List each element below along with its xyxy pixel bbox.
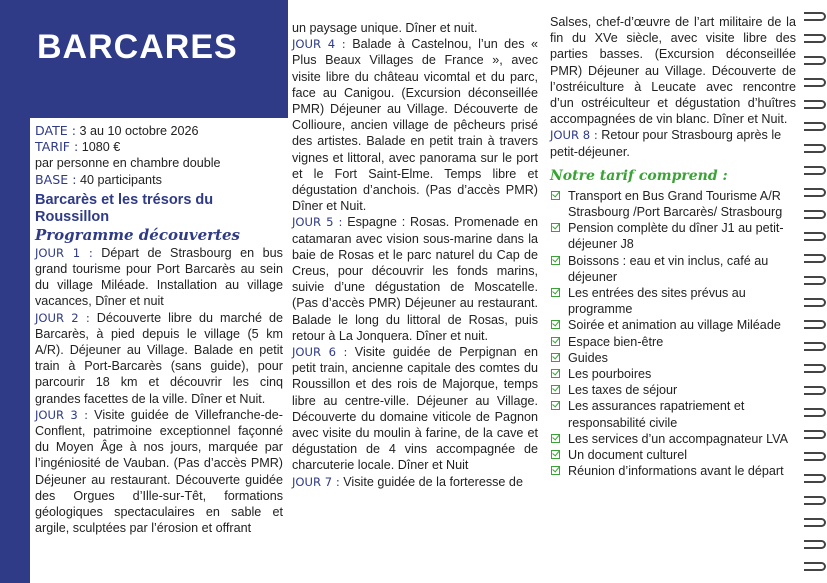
- checkbox-icon: [551, 191, 560, 200]
- day-4-label: JOUR 4 :: [292, 37, 346, 52]
- included-item-text: Les assurances rapatriement et responsabilité civile: [568, 399, 745, 430]
- spiral-ring-icon: [804, 34, 826, 43]
- spiral-ring-icon: [804, 166, 826, 175]
- checkbox-icon: [551, 450, 560, 459]
- included-item: [550, 382, 796, 398]
- included-item: [550, 398, 796, 430]
- column-middle: [288, 20, 542, 583]
- day-3: [35, 407, 283, 537]
- spiral-ring-icon: [804, 298, 826, 307]
- page-title: BARCARES: [37, 28, 238, 66]
- day-2: [35, 310, 283, 407]
- included-item-text: Réunion d’informations avant le départ: [568, 464, 784, 479]
- checkbox-icon: [551, 434, 560, 443]
- tarif-value: 1080 €: [81, 140, 121, 155]
- checkbox-icon: [551, 385, 560, 394]
- included-item-text: Soirée et animation au village Miléade: [568, 318, 781, 333]
- spiral-ring-icon: [804, 364, 826, 373]
- spiral-ring-icon: [804, 474, 826, 483]
- base-line: [35, 172, 283, 188]
- included-item: [550, 285, 796, 317]
- date-label: DATE :: [35, 123, 77, 138]
- spiral-ring-icon: [804, 276, 826, 285]
- tarif-note: par personne en chambre double: [35, 156, 221, 171]
- checkbox-icon: [551, 337, 560, 346]
- included-list: [550, 188, 796, 480]
- included-item-text: Boissons : eau et vin inclus, café au déjeuner: [568, 253, 769, 284]
- included-item-text: Les taxes de séjour: [568, 383, 678, 398]
- day-6-label: JOUR 6 :: [292, 345, 348, 360]
- spiral-ring-icon: [804, 496, 826, 505]
- day-5-label: JOUR 5 :: [292, 215, 343, 230]
- day-7: [292, 474, 538, 490]
- included-item-text: Transport en Bus Grand Tourisme A/R Strasbourg /Port Barcarès/ Strasbourg: [568, 188, 783, 220]
- spiral-ring-icon: [804, 232, 826, 241]
- spiral-ring-icon: [804, 56, 826, 65]
- date-value: 3 au 10 octobre 2026: [79, 124, 199, 138]
- spiral-ring-icon: [804, 78, 826, 87]
- day-6: [292, 344, 538, 474]
- program-heading: Programme découvertes: [35, 225, 240, 244]
- spiral-ring-icon: [804, 144, 826, 153]
- included-item: [550, 350, 796, 366]
- checkbox-icon: [551, 223, 560, 232]
- spiral-ring-icon: [804, 12, 826, 21]
- included-item-text: Les pourboires: [568, 367, 652, 382]
- day-3-label: JOUR 3 :: [35, 407, 89, 422]
- spiral-ring-icon: [804, 562, 826, 571]
- included-item: [550, 463, 796, 479]
- day-7-label: JOUR 7 :: [292, 474, 340, 489]
- column-right: [542, 14, 804, 583]
- day-8: [550, 127, 796, 159]
- column-left: [30, 118, 288, 583]
- day-2-label: JOUR 2 :: [35, 310, 90, 325]
- spiral-ring-icon: [804, 100, 826, 109]
- day-4: [292, 36, 538, 214]
- day-7-continued: Salses, chef-d’œuvre de l’art militaire de la fin du XVe siècle, avec visite libre des parties basses. (Excursion déconseillée PMR) Déjeuner au Village. Découverte de l’ostréiculture à Leucate avec rencontre d’un ostréiculteur et dégustation d’huîtres accompagnées de vin blanc. Dîner et Nuit.: [550, 15, 796, 127]
- spiral-ring-icon: [804, 342, 826, 351]
- day-8-text: Retour pour Strasbourg après le petit-déjeuner.: [550, 128, 782, 159]
- spiral-ring-icon: [804, 320, 826, 329]
- spiral-ring-icon: [804, 210, 826, 219]
- spiral-ring-icon: [804, 540, 826, 549]
- included-item-text: Espace bien-être: [568, 334, 664, 349]
- included-item-text: Un document culturel: [568, 448, 688, 463]
- spiral-ring-icon: [804, 188, 826, 197]
- checkbox-icon: [551, 288, 560, 297]
- spiral-ring-icon: [804, 518, 826, 527]
- checkbox-icon: [551, 401, 560, 410]
- included-item-text: Les services d’un accompagnateur LVA: [568, 431, 789, 446]
- checkbox-icon: [551, 320, 560, 329]
- day-1-label: JOUR 1 :: [35, 245, 93, 260]
- day-1: [35, 245, 283, 310]
- spiral-ring-icon: [804, 452, 826, 461]
- tarif-label: TARIF :: [35, 139, 79, 155]
- date-line: [35, 123, 283, 139]
- spiral-ring-icon: [804, 122, 826, 131]
- checkbox-icon: [551, 466, 560, 475]
- included-item: [550, 317, 796, 333]
- day-6-text: Visite guidée de Perpignan en petit train, ancienne capitale des comtes du Roussillon et des rois de Majorque, temps libre au centre-ville. Déjeuner au Village. Découverte du domaine viticole de Pagnon avec visite du moulin à farine, de la cave et dégustation de 4 vins accompagnée de charcuterie locale. Dîner et Nuit: [292, 345, 538, 473]
- day-5: [292, 214, 538, 344]
- spiral-ring-icon: [804, 254, 826, 263]
- tarif-line: [35, 139, 283, 155]
- included-item: [550, 253, 796, 285]
- spiral-ring-icon: [804, 408, 826, 417]
- included-item-text: Pension complète du dîner J1 au petit-déjeuner J8: [568, 221, 784, 252]
- included-item-text: Guides: [568, 350, 608, 365]
- spiral-ring-icon: [804, 430, 826, 439]
- spiral-ring-icon: [804, 386, 826, 395]
- day-3-continued: un paysage unique. Dîner et nuit.: [292, 21, 478, 35]
- included-item: [550, 220, 796, 252]
- day-4-text: Balade à Castelnou, l’un des « Plus Beaux Villages de France », avec visite libre du château vicomtal et du parc, face au Canigou. (Excursion déconseillée PMR) Déjeuner au Village. Découverte de Collioure, ancien village de pêcheurs prisé des artistes. Balade en petit train à travers vignes et littoral, avec panorama sur le port et le Fort Saint-Elme. Temps libre et dégustation d’anchois. (Pas d’accès PMR) Dîner et Nuit.: [292, 37, 538, 214]
- day-2-text: Découverte libre du marché de Barcarès, à pied depuis le village (5 km A/R). Déjeuner au Village. Balade en petit train à Port-Barcarès (sans guide), pour parcourir 18 km et découvrir les cinq grandes facettes de la ville. Dîner et Nuit.: [35, 310, 283, 406]
- day-8-label: JOUR 8 :: [550, 128, 598, 143]
- tarif-heading: Notre tarif comprend :: [550, 167, 728, 184]
- base-value: 40 participants: [79, 172, 162, 187]
- spiral-binding: [804, 0, 827, 583]
- included-item: [550, 431, 796, 447]
- included-item: [550, 334, 796, 350]
- included-item: [550, 188, 796, 220]
- left-border: [0, 118, 30, 583]
- day-3-text: Visite guidée de Villefranche-de-Conflent, patrimoine exceptionnel façonné du Moyen Âge à nos jours, marquée par l’ingéniosité de Vauban. (Pas d’accès PMR) Déjeuner au restaurant. Découverte guidée des Orgues d’Ille-sur-Têt, formations géologiques spectaculaires en sable et argile, sculptées par l’érosion et offrant: [35, 407, 283, 536]
- day-7-text: Visite guidée de la forteresse de: [339, 474, 523, 489]
- day-5-text: Espagne : Rosas. Promenade en catamaran avec vision sous-marine dans la baie de Rosas et le parc naturel du Cap de Creus, pour découvrir les fonds marins, suivie d’une dégustation de Moscatelle. (Pas d’accès PMR) Déjeuner au restaurant. Balade le long du littoral de Rosas, puis retour à La Jonquera. Dîner et nuit.: [292, 215, 538, 343]
- checkbox-icon: [551, 369, 560, 378]
- included-item: [550, 366, 796, 382]
- trip-title: Barcarès et les trésors du Roussillon: [35, 191, 214, 225]
- included-item-text: Les entrées des sites prévus au programme: [568, 286, 746, 317]
- included-item: [550, 447, 796, 463]
- day-1-text: Départ de Strasbourg en bus grand tourisme pour Port Barcarès au sein du village Miléade. Installation au village vacances, Dîner et nuit: [35, 245, 283, 309]
- base-label: BASE :: [35, 171, 77, 187]
- checkbox-icon: [551, 256, 560, 265]
- checkbox-icon: [551, 353, 560, 362]
